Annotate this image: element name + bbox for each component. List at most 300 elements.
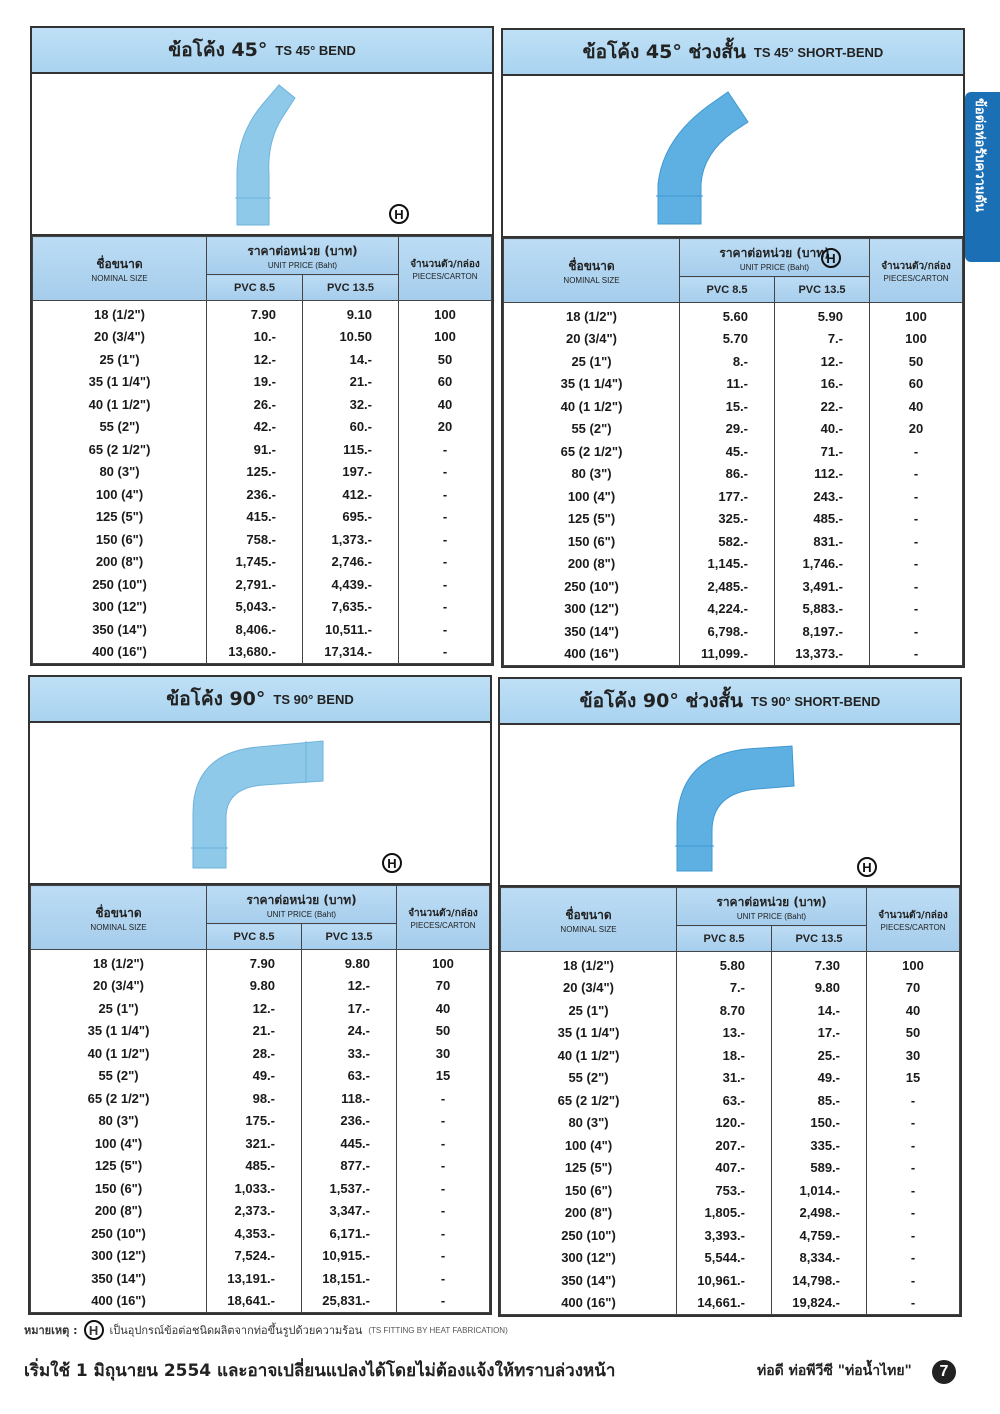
- nominal-size-cell: 25 (1"): [504, 350, 680, 373]
- pvc135-price-cell: 10,915.-: [302, 1245, 397, 1268]
- pvc85-price-cell: 325.-: [680, 508, 775, 531]
- pieces-per-carton-cell: 20: [399, 416, 492, 439]
- nominal-size-cell: 40 (1 1/2"): [504, 395, 680, 418]
- pvc135-price-cell: 7,635.-: [303, 596, 399, 619]
- pvc85-price-cell: 8.-: [680, 350, 775, 373]
- pvc135-price-cell: 1,014.-: [772, 1179, 867, 1202]
- pieces-per-carton-cell: -: [397, 1155, 490, 1178]
- pvc135-price-cell: 14.-: [303, 348, 399, 371]
- pvc135-price-cell: 118.-: [302, 1087, 397, 1110]
- pvc85-price-cell: 86.-: [680, 463, 775, 486]
- pieces-per-carton-cell: -: [397, 1087, 490, 1110]
- pvc85-price-cell: 10,961.-: [677, 1269, 772, 1292]
- footnote: [24, 1320, 508, 1340]
- pvc85-price-cell: 415.-: [207, 506, 303, 529]
- pieces-per-carton-cell: 50: [399, 348, 492, 371]
- header-size: ชื่อขนาด NOMINAL SIZE: [31, 886, 207, 950]
- pvc85-price-cell: 7.-: [677, 977, 772, 1000]
- panel-title-en: TS 90° BEND: [273, 691, 354, 707]
- pvc85-price-cell: 9.80: [207, 975, 302, 998]
- pieces-per-carton-cell: -: [867, 1134, 960, 1157]
- nominal-size-cell: 20 (3/4"): [33, 326, 207, 349]
- pvc135-price-cell: 150.-: [772, 1112, 867, 1135]
- pieces-per-carton-cell: -: [399, 461, 492, 484]
- pieces-per-carton-cell: 70: [867, 977, 960, 1000]
- pieces-per-carton-cell: 40: [397, 997, 490, 1020]
- pieces-per-carton-cell: -: [867, 1202, 960, 1225]
- nominal-size-cell: 100 (4"): [33, 483, 207, 506]
- nominal-size-cell: 350 (14"): [501, 1269, 677, 1292]
- pvc85-price-cell: 2,791.-: [207, 573, 303, 596]
- pvc85-price-cell: 5.70: [680, 328, 775, 351]
- table-row: [33, 618, 492, 641]
- pieces-per-carton-cell: 100: [399, 301, 492, 326]
- side-tab: [965, 92, 1000, 262]
- header-pieces: จำนวนตัว/กล่อง PIECES/CARTON: [397, 886, 490, 950]
- pvc135-price-cell: 25.-: [772, 1044, 867, 1067]
- pvc85-price-cell: 125.-: [207, 461, 303, 484]
- pvc135-price-cell: 589.-: [772, 1157, 867, 1180]
- pvc85-price-cell: 1,033.-: [207, 1177, 302, 1200]
- nominal-size-cell: 40 (1 1/2"): [501, 1044, 677, 1067]
- pvc135-price-cell: 831.-: [775, 530, 870, 553]
- pvc85-price-cell: 177.-: [680, 485, 775, 508]
- header-price: ราคาต่อหน่วย (บาท) UNIT PRICE (Baht): [207, 886, 397, 924]
- brand-slogan: ท่อดี ท่อพีวีซี "ท่อน้ำไทย": [757, 1363, 912, 1379]
- header-price: ราคาต่อหน่วย (บาท) UNIT PRICE (Baht): [207, 237, 399, 275]
- pvc135-price-cell: 85.-: [772, 1089, 867, 1112]
- table-row: [31, 1110, 490, 1133]
- nominal-size-cell: 200 (8"): [504, 553, 680, 576]
- pvc135-price-cell: 695.-: [303, 506, 399, 529]
- pvc85-price-cell: 21.-: [207, 1020, 302, 1043]
- pvc135-price-cell: 4,759.-: [772, 1224, 867, 1247]
- pvc85-price-cell: 4,224.-: [680, 598, 775, 621]
- nominal-size-cell: 35 (1 1/4"): [31, 1020, 207, 1043]
- pvc85-price-cell: 485.-: [207, 1155, 302, 1178]
- side-tab-label: ข้อต่อท่อรับความดัน: [972, 98, 987, 212]
- pvc135-price-cell: 9.80: [772, 977, 867, 1000]
- pieces-per-carton-cell: 40: [399, 393, 492, 416]
- heat-fabrication-icon: H: [84, 1320, 104, 1340]
- pieces-per-carton-cell: -: [397, 1290, 490, 1313]
- pvc135-price-cell: 17,314.-: [303, 641, 399, 664]
- pvc135-price-cell: 22.-: [775, 395, 870, 418]
- nominal-size-cell: 400 (16"): [31, 1290, 207, 1313]
- table-row: [504, 418, 963, 441]
- table-row: [33, 551, 492, 574]
- pvc135-price-cell: 243.-: [775, 485, 870, 508]
- pvc135-price-cell: 1,373.-: [303, 528, 399, 551]
- pvc135-price-cell: 24.-: [302, 1020, 397, 1043]
- table-row: [33, 348, 492, 371]
- product-image: [32, 74, 492, 236]
- nominal-size-cell: 100 (4"): [31, 1132, 207, 1155]
- nominal-size-cell: 18 (1/2"): [501, 952, 677, 977]
- header-pvc135: PVC 13.5: [302, 924, 397, 950]
- pvc85-price-cell: 8,406.-: [207, 618, 303, 641]
- nominal-size-cell: 200 (8"): [33, 551, 207, 574]
- panel-title-en: TS 90° SHORT-BEND: [750, 693, 881, 709]
- pvc135-price-cell: 7.-: [775, 328, 870, 351]
- pvc85-price-cell: 98.-: [207, 1087, 302, 1110]
- pvc135-price-cell: 19,824.-: [772, 1292, 867, 1315]
- table-row: [504, 350, 963, 373]
- nominal-size-cell: 125 (5"): [504, 508, 680, 531]
- table-row: [504, 598, 963, 621]
- table-row: [33, 326, 492, 349]
- pvc135-price-cell: 9.80: [302, 950, 397, 975]
- nominal-size-cell: 55 (2"): [504, 418, 680, 441]
- nominal-size-cell: 35 (1 1/4"): [33, 371, 207, 394]
- pvc135-price-cell: 412.-: [303, 483, 399, 506]
- heat-fabrication-icon: H: [857, 857, 877, 877]
- pieces-per-carton-cell: -: [870, 508, 963, 531]
- pieces-per-carton-cell: -: [399, 528, 492, 551]
- pieces-per-carton-cell: -: [867, 1269, 960, 1292]
- pvc85-price-cell: 321.-: [207, 1132, 302, 1155]
- panel-45-short-bend: [501, 28, 965, 668]
- nominal-size-cell: 300 (12"): [31, 1245, 207, 1268]
- table-row: [31, 1155, 490, 1178]
- pieces-per-carton-cell: -: [397, 1245, 490, 1268]
- pvc85-price-cell: 49.-: [207, 1065, 302, 1088]
- panel-title: [30, 677, 490, 723]
- pvc135-price-cell: 12.-: [302, 975, 397, 998]
- nominal-size-cell: 18 (1/2"): [504, 303, 680, 328]
- pvc135-price-cell: 6,171.-: [302, 1222, 397, 1245]
- panel-title-en: TS 45° BEND: [275, 42, 356, 58]
- table-row: [501, 1224, 960, 1247]
- nominal-size-cell: 200 (8"): [31, 1200, 207, 1223]
- product-image: [500, 725, 960, 887]
- pvc135-price-cell: 21.-: [303, 371, 399, 394]
- nominal-size-cell: 65 (2 1/2"): [31, 1087, 207, 1110]
- nominal-size-cell: 40 (1 1/2"): [31, 1042, 207, 1065]
- nominal-size-cell: 40 (1 1/2"): [33, 393, 207, 416]
- pvc85-price-cell: 19.-: [207, 371, 303, 394]
- table-row: [31, 1020, 490, 1043]
- nominal-size-cell: 25 (1"): [31, 997, 207, 1020]
- pvc135-price-cell: 25,831.-: [302, 1290, 397, 1313]
- header-pieces: จำนวนตัว/กล่อง PIECES/CARTON: [867, 888, 960, 952]
- pieces-per-carton-cell: 15: [397, 1065, 490, 1088]
- table-row: [33, 371, 492, 394]
- pieces-per-carton-cell: -: [399, 573, 492, 596]
- table-row: [504, 395, 963, 418]
- pvc85-price-cell: 29.-: [680, 418, 775, 441]
- nominal-size-cell: 65 (2 1/2"): [504, 440, 680, 463]
- table-row: [31, 1132, 490, 1155]
- panel-title: [500, 679, 960, 725]
- table-row: [501, 1022, 960, 1045]
- pvc85-price-cell: 26.-: [207, 393, 303, 416]
- footnote-text: เป็นอุปกรณ์ข้อต่อชนิดผลิตจากท่อขึ้นรูปด้วยความร้อน: [109, 1325, 363, 1337]
- nominal-size-cell: 65 (2 1/2"): [33, 438, 207, 461]
- nominal-size-cell: 400 (16"): [33, 641, 207, 664]
- pieces-per-carton-cell: -: [867, 1157, 960, 1180]
- nominal-size-cell: 400 (16"): [504, 643, 680, 666]
- table-row: [33, 301, 492, 326]
- nominal-size-cell: 125 (5"): [33, 506, 207, 529]
- pvc85-price-cell: 2,373.-: [207, 1200, 302, 1223]
- pieces-per-carton-cell: -: [867, 1089, 960, 1112]
- table-row: [31, 1200, 490, 1223]
- table-row: [504, 463, 963, 486]
- nominal-size-cell: 250 (10"): [31, 1222, 207, 1245]
- pipe-45-bend-image: [227, 80, 327, 230]
- nominal-size-cell: 150 (6"): [33, 528, 207, 551]
- panel-title-th: ข้อโค้ง 45°: [168, 39, 268, 61]
- header-pieces: จำนวนตัว/กล่อง PIECES/CARTON: [399, 237, 492, 301]
- pvc85-price-cell: 13.-: [677, 1022, 772, 1045]
- table-row: [31, 997, 490, 1020]
- price-table: [500, 887, 960, 1315]
- nominal-size-cell: 18 (1/2"): [33, 301, 207, 326]
- table-row: [31, 950, 490, 975]
- pvc85-price-cell: 45.-: [680, 440, 775, 463]
- pvc135-price-cell: 7.30: [772, 952, 867, 977]
- heat-fabrication-icon: H: [382, 853, 402, 873]
- nominal-size-cell: 300 (12"): [501, 1247, 677, 1270]
- pieces-per-carton-cell: 50: [870, 350, 963, 373]
- pieces-per-carton-cell: -: [397, 1177, 490, 1200]
- pieces-per-carton-cell: -: [397, 1110, 490, 1133]
- pvc85-price-cell: 175.-: [207, 1110, 302, 1133]
- panel-title-th: ข้อโค้ง 45° ช่วงสั้น: [582, 41, 746, 63]
- pieces-per-carton-cell: -: [399, 438, 492, 461]
- table-row: [504, 440, 963, 463]
- pvc135-price-cell: 40.-: [775, 418, 870, 441]
- pieces-per-carton-cell: 100: [397, 950, 490, 975]
- pvc85-price-cell: 120.-: [677, 1112, 772, 1135]
- header-price: ราคาต่อหน่วย (บาท) UNIT PRICE (Baht): [680, 239, 870, 277]
- pvc135-price-cell: 71.-: [775, 440, 870, 463]
- table-row: [501, 952, 960, 977]
- table-row: [33, 393, 492, 416]
- pvc85-price-cell: 11,099.-: [680, 643, 775, 666]
- pieces-per-carton-cell: -: [870, 485, 963, 508]
- nominal-size-cell: 65 (2 1/2"): [501, 1089, 677, 1112]
- nominal-size-cell: 300 (12"): [504, 598, 680, 621]
- nominal-size-cell: 55 (2"): [31, 1065, 207, 1088]
- panel-title-en: TS 45° SHORT-BEND: [753, 44, 884, 60]
- table-row: [501, 1292, 960, 1315]
- pieces-per-carton-cell: 60: [399, 371, 492, 394]
- nominal-size-cell: 350 (14"): [33, 618, 207, 641]
- table-row: [33, 641, 492, 664]
- header-pvc135: PVC 13.5: [772, 926, 867, 952]
- pvc85-price-cell: 11.-: [680, 373, 775, 396]
- nominal-size-cell: 25 (1"): [501, 999, 677, 1022]
- pvc135-price-cell: 4,439.-: [303, 573, 399, 596]
- pvc135-price-cell: 445.-: [302, 1132, 397, 1155]
- page-number: 7: [932, 1360, 956, 1384]
- table-row: [33, 483, 492, 506]
- nominal-size-cell: 80 (3"): [33, 461, 207, 484]
- panel-title-th: ข้อโค้ง 90°: [166, 688, 266, 710]
- pvc85-price-cell: 42.-: [207, 416, 303, 439]
- pieces-per-carton-cell: 30: [397, 1042, 490, 1065]
- header-pvc135: PVC 13.5: [775, 277, 870, 303]
- header-size: ชื่อขนาด NOMINAL SIZE: [33, 237, 207, 301]
- pvc85-price-cell: 3,393.-: [677, 1224, 772, 1247]
- pvc85-price-cell: 236.-: [207, 483, 303, 506]
- pvc85-price-cell: 31.-: [677, 1067, 772, 1090]
- panel-90-short-bend: [498, 677, 962, 1317]
- nominal-size-cell: 125 (5"): [501, 1157, 677, 1180]
- table-row: [501, 1089, 960, 1112]
- pieces-per-carton-cell: -: [399, 641, 492, 664]
- nominal-size-cell: 80 (3"): [501, 1112, 677, 1135]
- pieces-per-carton-cell: -: [397, 1200, 490, 1223]
- nominal-size-cell: 100 (4"): [501, 1134, 677, 1157]
- pvc135-price-cell: 8,197.-: [775, 620, 870, 643]
- table-row: [31, 1177, 490, 1200]
- pvc85-price-cell: 10.-: [207, 326, 303, 349]
- header-pieces: จำนวนตัว/กล่อง PIECES/CARTON: [870, 239, 963, 303]
- pieces-per-carton-cell: 50: [397, 1020, 490, 1043]
- table-row: [504, 620, 963, 643]
- price-table: [32, 236, 492, 664]
- pieces-per-carton-cell: -: [870, 575, 963, 598]
- pieces-per-carton-cell: 100: [399, 326, 492, 349]
- nominal-size-cell: 200 (8"): [501, 1202, 677, 1225]
- table-row: [501, 1067, 960, 1090]
- pvc85-price-cell: 15.-: [680, 395, 775, 418]
- pvc135-price-cell: 5.90: [775, 303, 870, 328]
- nominal-size-cell: 80 (3"): [31, 1110, 207, 1133]
- table-row: [501, 1157, 960, 1180]
- pvc85-price-cell: 1,145.-: [680, 553, 775, 576]
- pvc135-price-cell: 112.-: [775, 463, 870, 486]
- nominal-size-cell: 35 (1 1/4"): [504, 373, 680, 396]
- pieces-per-carton-cell: 70: [397, 975, 490, 998]
- header-pvc85: PVC 8.5: [207, 924, 302, 950]
- pvc85-price-cell: 12.-: [207, 348, 303, 371]
- panel-title: [503, 30, 963, 76]
- pvc135-price-cell: 877.-: [302, 1155, 397, 1178]
- pieces-per-carton-cell: -: [867, 1247, 960, 1270]
- pvc85-price-cell: 12.-: [207, 997, 302, 1020]
- nominal-size-cell: 55 (2"): [33, 416, 207, 439]
- table-row: [31, 1065, 490, 1088]
- panel-title: [32, 28, 492, 74]
- pvc85-price-cell: 582.-: [680, 530, 775, 553]
- pvc135-price-cell: 485.-: [775, 508, 870, 531]
- table-row: [504, 303, 963, 328]
- pvc135-price-cell: 18,151.-: [302, 1267, 397, 1290]
- table-row: [33, 528, 492, 551]
- pieces-per-carton-cell: 40: [870, 395, 963, 418]
- table-row: [501, 1179, 960, 1202]
- panel-title-th: ข้อโค้ง 90° ช่วงสั้น: [579, 690, 743, 712]
- pvc135-price-cell: 115.-: [303, 438, 399, 461]
- pvc135-price-cell: 33.-: [302, 1042, 397, 1065]
- footnote-text-en: (TS FITTING BY HEAT FABRICATION): [368, 1325, 508, 1335]
- pvc85-price-cell: 6,798.-: [680, 620, 775, 643]
- pvc85-price-cell: 7,524.-: [207, 1245, 302, 1268]
- table-row: [33, 438, 492, 461]
- header-pvc85: PVC 8.5: [207, 275, 303, 301]
- price-table: [30, 885, 490, 1313]
- header-pvc85: PVC 8.5: [680, 277, 775, 303]
- pieces-per-carton-cell: -: [870, 598, 963, 621]
- pieces-per-carton-cell: -: [867, 1112, 960, 1135]
- pieces-per-carton-cell: -: [397, 1132, 490, 1155]
- pvc135-price-cell: 3,491.-: [775, 575, 870, 598]
- nominal-size-cell: 25 (1"): [33, 348, 207, 371]
- nominal-size-cell: 150 (6"): [501, 1179, 677, 1202]
- nominal-size-cell: 80 (3"): [504, 463, 680, 486]
- nominal-size-cell: 20 (3/4"): [504, 328, 680, 351]
- pvc85-price-cell: 7.90: [207, 301, 303, 326]
- pieces-per-carton-cell: -: [870, 463, 963, 486]
- effective-date-notice: เริ่มใช้ 1 มิถุนายน 2554 และอาจเปลี่ยนแปลงได้โดยไม่ต้องแจ้งให้ทราบล่วงหน้า: [24, 1361, 616, 1381]
- pvc85-price-cell: 91.-: [207, 438, 303, 461]
- pvc135-price-cell: 10.50: [303, 326, 399, 349]
- panel-90-bend: [28, 675, 492, 1315]
- pvc135-price-cell: 9.10: [303, 301, 399, 326]
- table-row: [501, 1112, 960, 1135]
- pipe-90-bend-image: [188, 733, 338, 873]
- pieces-per-carton-cell: -: [397, 1267, 490, 1290]
- table-row: [31, 975, 490, 998]
- pieces-per-carton-cell: -: [399, 551, 492, 574]
- pieces-per-carton-cell: 30: [867, 1044, 960, 1067]
- nominal-size-cell: 250 (10"): [501, 1224, 677, 1247]
- table-row: [501, 1247, 960, 1270]
- table-row: [504, 485, 963, 508]
- pieces-per-carton-cell: 100: [870, 328, 963, 351]
- heat-fabrication-icon: H: [821, 248, 841, 268]
- table-row: [33, 416, 492, 439]
- pvc135-price-cell: 13,373.-: [775, 643, 870, 666]
- nominal-size-cell: 20 (3/4"): [501, 977, 677, 1000]
- header-pvc85: PVC 8.5: [677, 926, 772, 952]
- pvc85-price-cell: 8.70: [677, 999, 772, 1022]
- header-size: ชื่อขนาด NOMINAL SIZE: [504, 239, 680, 303]
- pvc135-price-cell: 60.-: [303, 416, 399, 439]
- pvc135-price-cell: 14,798.-: [772, 1269, 867, 1292]
- pieces-per-carton-cell: -: [870, 643, 963, 666]
- pieces-per-carton-cell: 100: [870, 303, 963, 328]
- table-row: [31, 1042, 490, 1065]
- table-row: [33, 596, 492, 619]
- pvc85-price-cell: 2,485.-: [680, 575, 775, 598]
- pieces-per-carton-cell: 50: [867, 1022, 960, 1045]
- pvc85-price-cell: 758.-: [207, 528, 303, 551]
- pvc85-price-cell: 13,191.-: [207, 1267, 302, 1290]
- price-table: [503, 238, 963, 666]
- pvc85-price-cell: 407.-: [677, 1157, 772, 1180]
- table-row: [31, 1245, 490, 1268]
- table-row: [501, 977, 960, 1000]
- table-row: [504, 575, 963, 598]
- nominal-size-cell: 400 (16"): [501, 1292, 677, 1315]
- pvc85-price-cell: 63.-: [677, 1089, 772, 1112]
- table-row: [504, 328, 963, 351]
- pvc135-price-cell: 2,746.-: [303, 551, 399, 574]
- pvc135-price-cell: 3,347.-: [302, 1200, 397, 1223]
- table-row: [504, 553, 963, 576]
- pvc135-price-cell: 49.-: [772, 1067, 867, 1090]
- pvc135-price-cell: 1,537.-: [302, 1177, 397, 1200]
- pvc85-price-cell: 13,680.-: [207, 641, 303, 664]
- table-row: [31, 1222, 490, 1245]
- nominal-size-cell: 20 (3/4"): [31, 975, 207, 998]
- pvc135-price-cell: 236.-: [302, 1110, 397, 1133]
